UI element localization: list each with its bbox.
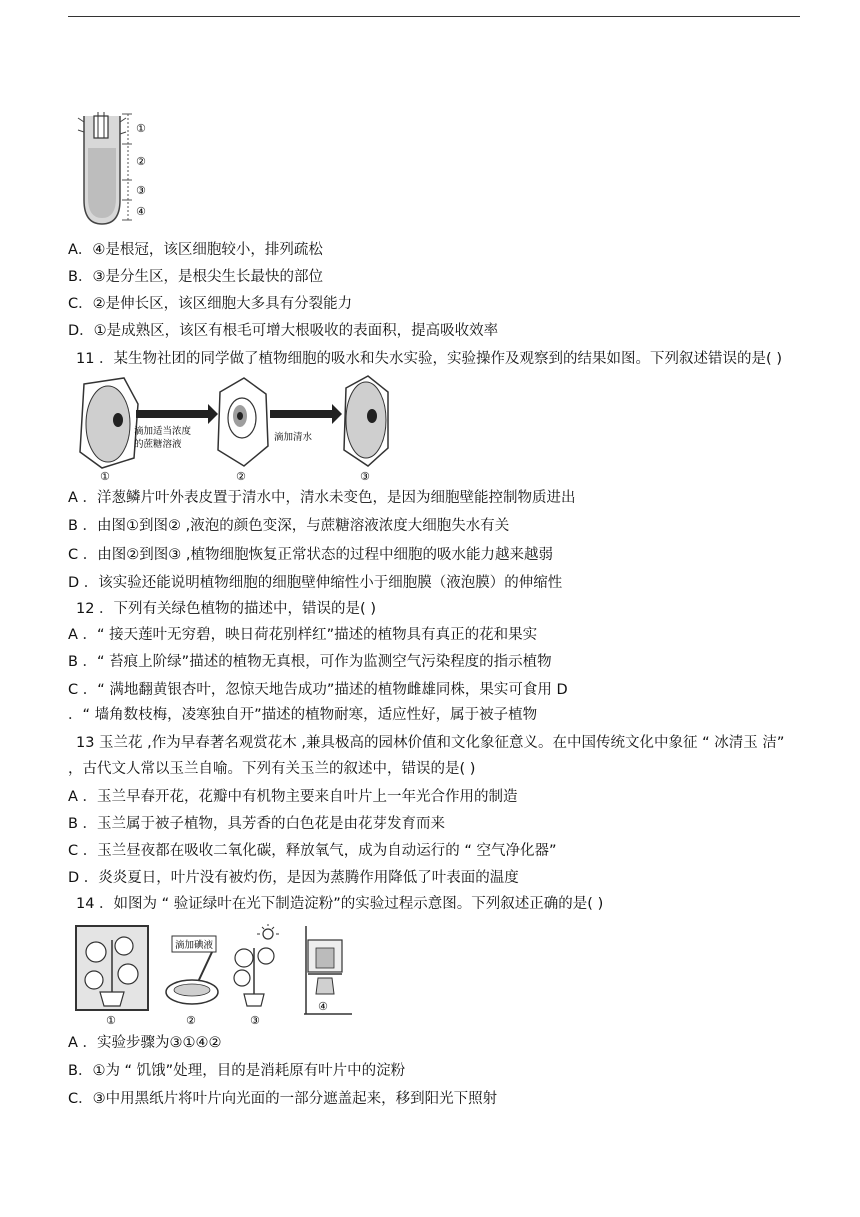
q11-option-d: D ．该实验还能说明植物细胞的细胞壁伸缩性小于细胞膜（液泡膜）的伸缩性 bbox=[68, 575, 563, 591]
q11-option-a: A ．洋葱鳞片叶外表皮置于清水中，清水未变色，是因为细胞壁能控制物质进出 bbox=[68, 490, 576, 506]
q14-option-c: C．③中用黑纸片将叶片向光面的一部分遮盖起来，移到阳光下照射 bbox=[68, 1091, 498, 1107]
q12-option-c: C ．“ 满地翻黄银杏叶，忽惊天地告成功”描述的植物雌雄同株，果实可食用 D bbox=[68, 682, 568, 698]
q13-stem-line2: ，古代文人常以玉兰自喻。下列有关玉兰的叙述中，错误的是( ) bbox=[68, 761, 476, 777]
q10-option-a: A．④是根冠，该区细胞较小，排列疏松 bbox=[68, 242, 323, 258]
plant-cell-figure bbox=[72, 374, 392, 484]
root-tip-figure bbox=[70, 108, 160, 228]
q14-stem: 14 ．如图为 “ 验证绿叶在光下制造淀粉”的实验过程示意图。下列叙述正确的是( ) bbox=[76, 896, 604, 912]
step-label-1: ① bbox=[106, 1014, 116, 1027]
root-label-2: ② bbox=[136, 155, 146, 168]
q14-option-a: A ．实验步骤为③①④② bbox=[68, 1035, 222, 1051]
root-label-3: ③ bbox=[136, 184, 146, 197]
header-rule bbox=[68, 16, 800, 17]
q13-option-d: D ．炎炎夏日，叶片没有被灼伤，是因为蒸腾作用降低了叶表面的温度 bbox=[68, 870, 519, 886]
q12-option-a: A ．“ 接天莲叶无穷碧，映日荷花别样红”描述的植物具有真正的花和果实 bbox=[68, 627, 538, 643]
q13-option-a: A ．玉兰早春开花，花瓣中有机物主要来自叶片上一年光合作用的制造 bbox=[68, 789, 518, 805]
root-label-1: ① bbox=[136, 122, 146, 135]
q10-option-b: B．③是分生区，是根尖生长最快的部位 bbox=[68, 269, 323, 285]
q12-stem: 12 ．下列有关绿色植物的描述中，错误的是( ) bbox=[76, 601, 376, 617]
root-label-4: ④ bbox=[136, 205, 146, 218]
step-label-4: ④ bbox=[318, 1000, 328, 1013]
step-label-2: ② bbox=[186, 1014, 196, 1027]
starch-experiment-figure bbox=[72, 922, 362, 1028]
q13-stem-line1: 13 玉兰花 ,作为早春著名观赏花木 ,兼具极高的园林价值和文化象征意义。在中国传统文化中象征 “ 冰清玉 洁” bbox=[76, 735, 785, 751]
cell-label-2: ② bbox=[236, 470, 246, 483]
q12-option-d: ．“ 墙角数枝梅，凌寒独自开”描述的植物耐寒，适应性好，属于被子植物 bbox=[68, 707, 538, 723]
q13-option-c: C ．玉兰昼夜都在吸收二氧化碳，释放氧气，成为自动运行的 “ 空气净化器” bbox=[68, 843, 557, 859]
cell-label-3: ③ bbox=[360, 470, 370, 483]
step-label-3: ③ bbox=[250, 1014, 260, 1027]
q11-option-b: B ．由图①到图② ,液泡的颜色变深，与蔗糖溶液浓度大细胞失水有关 bbox=[68, 518, 510, 534]
q13-option-b: B ．玉兰属于被子植物，具芳香的白色花是由花芽发育而来 bbox=[68, 816, 446, 832]
arrow2-text: 滴加清水 bbox=[274, 432, 313, 443]
drop-label: 滴加碘液 bbox=[175, 940, 214, 951]
arrow1-text-line1: 滴加适当浓度 bbox=[134, 426, 192, 437]
arrow1-text-line2: 的蔗糖溶液 bbox=[134, 439, 182, 450]
q10-option-d: D．①是成熟区，该区有根毛可增大根吸收的表面积，提高吸收效率 bbox=[68, 323, 499, 339]
q14-option-b: B．①为 “ 饥饿”处理，目的是消耗原有叶片中的淀粉 bbox=[68, 1063, 406, 1079]
q10-option-c: C．②是伸长区，该区细胞大多具有分裂能力 bbox=[68, 296, 353, 312]
cell-label-1: ① bbox=[100, 470, 110, 483]
q12-option-b: B ．“ 苔痕上阶绿”描述的植物无真根，可作为监测空气污染程度的指示植物 bbox=[68, 654, 552, 670]
q11-option-c: C ．由图②到图③ ,植物细胞恢复正常状态的过程中细胞的吸水能力越来越弱 bbox=[68, 547, 553, 563]
q11-stem: 11 ．某生物社团的同学做了植物细胞的吸水和失水实验，实验操作及观察到的结果如图。下列叙述错误的是( ) bbox=[76, 351, 782, 367]
